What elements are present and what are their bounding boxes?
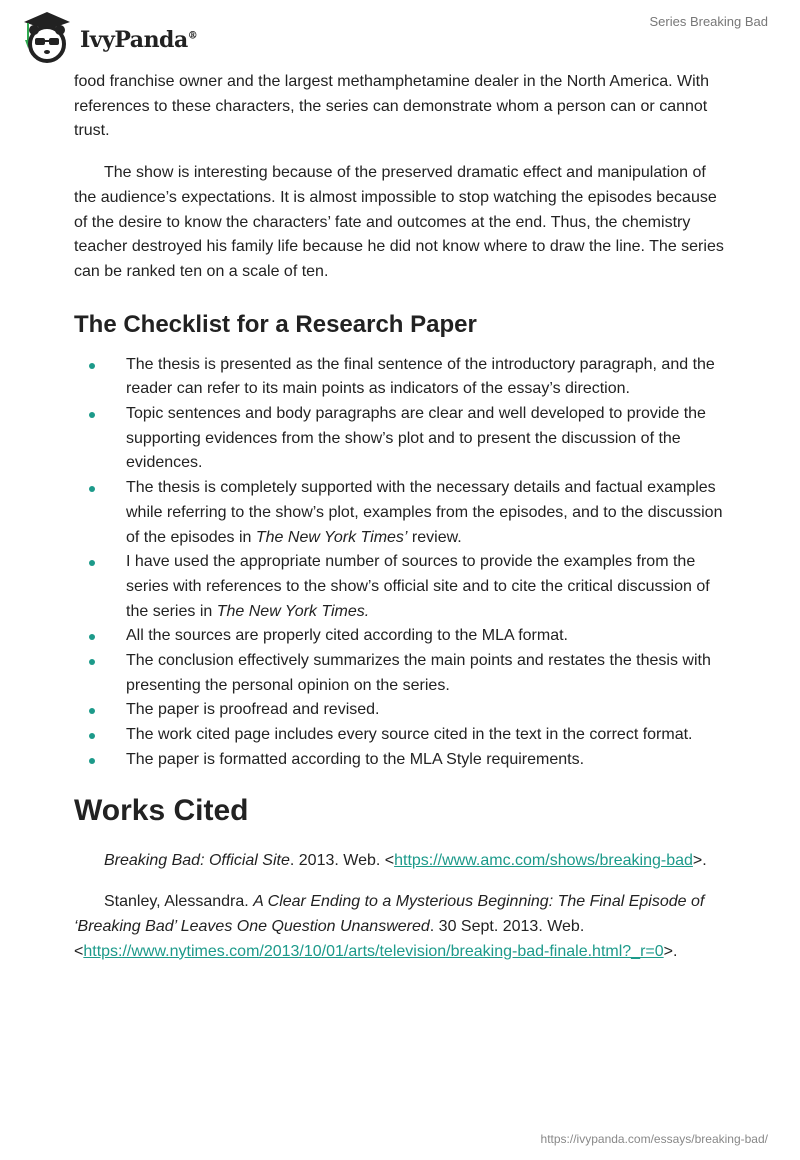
checklist [74, 353, 726, 773]
item-italic: The New York Times’ [255, 528, 408, 546]
checklist-item [74, 624, 726, 649]
citation-link[interactable]: https://www.amc.com/shows/breaking-bad [394, 851, 693, 869]
bullet-icon [89, 733, 95, 739]
document-title: Series Breaking Bad [649, 14, 768, 29]
checklist-item [74, 698, 726, 723]
footer-url: https://ivypanda.com/essays/breaking-bad/ [540, 1132, 768, 1146]
bullet-icon [89, 634, 95, 640]
citation-author: Stanley, Alessandra. [104, 893, 254, 911]
checklist-item [74, 402, 726, 476]
panda-graduate-icon [20, 8, 74, 64]
item-text: The thesis is presented as the final sentence of the introductory paragraph, and the reader can refer to its main points as indicators of the essay’s direction. [126, 355, 715, 398]
citation-link[interactable]: https://www.nytimes.com/2013/10/01/arts/television/breaking-bad-finale.html?_r=0 [83, 942, 664, 960]
checklist-item [74, 550, 726, 624]
ivypanda-logo[interactable] [20, 8, 197, 64]
paragraph: food franchise owner and the largest methamphetamine dealer in the North America. With references to these characters, the series can demonstrate whom a person can or cannot trust. [74, 73, 709, 140]
checklist-item [74, 748, 726, 773]
checklist-heading: The Checklist for a Research Paper [74, 310, 477, 338]
item-text-after: review. [407, 528, 462, 546]
citation-end: >. [663, 942, 678, 960]
checklist-item [74, 476, 726, 550]
item-text: The paper is proofread and revised. [126, 701, 380, 719]
item-text: The conclusion effectively summarizes the main points and restates the thesis with presenting the personal opinion on the series. [126, 652, 711, 694]
item-text: The thesis is completely supported with the necessary details and factual examples while referring to the show’s plot, examples from the episodes, and to the discussion of the episodes in [126, 479, 723, 546]
bullet-icon [89, 758, 95, 764]
item-italic: The New York Times. [216, 602, 370, 620]
checklist-item [74, 723, 726, 748]
citation-entry [74, 890, 726, 964]
citation-details: . 2013. Web. < [289, 851, 395, 869]
item-text: Topic sentences and body paragraphs are clear and well developed to provide the supporting evidences from the show’s plot and to present the discussion of the evidences. [126, 405, 706, 472]
bullet-icon [89, 560, 95, 566]
paragraph: The show is interesting because of the preserved dramatic effect and manipulation of the audience’s expectations. It is almost impossible to stop watching the episodes because of the desire to know the characters’ fate and outcomes at the end. Thus, the chemistry teacher destroyed his family life because he did not know where to draw the line. The series can be ranked ten on a scale of ten. [74, 164, 724, 280]
citation-end: >. [692, 851, 707, 869]
bullet-icon [89, 708, 95, 714]
citation-title: Breaking Bad: Official Site [104, 851, 290, 869]
citation-details: . 30 Sept. 2013. Web. < [74, 917, 585, 960]
checklist-item [74, 353, 726, 402]
bullet-icon [89, 363, 95, 369]
logo-text: IvyPanda® [80, 27, 198, 53]
item-text: The paper is formatted according to the MLA Style requirements. [126, 750, 585, 768]
item-text: All the sources are properly cited according to the MLA format. [126, 627, 568, 645]
works-cited-heading: Works Cited [74, 793, 249, 827]
bullet-icon [89, 412, 95, 418]
essay-content [74, 70, 726, 981]
citation-entry [74, 849, 726, 874]
bullet-icon [89, 486, 95, 492]
bullet-icon [89, 659, 95, 665]
citation-title: A Clear Ending to a Mysterious Beginning: The Final Episode of ‘Breaking Bad’ Leaves One Question Unanswered [74, 893, 705, 935]
checklist-item [74, 649, 726, 698]
item-text: I have used the appropriate number of sources to provide the examples from the series with references to the show’s official site and to cite the critical discussion of the series in [126, 553, 710, 620]
item-text: The work cited page includes every source cited in the text in the correct format. [126, 726, 693, 744]
